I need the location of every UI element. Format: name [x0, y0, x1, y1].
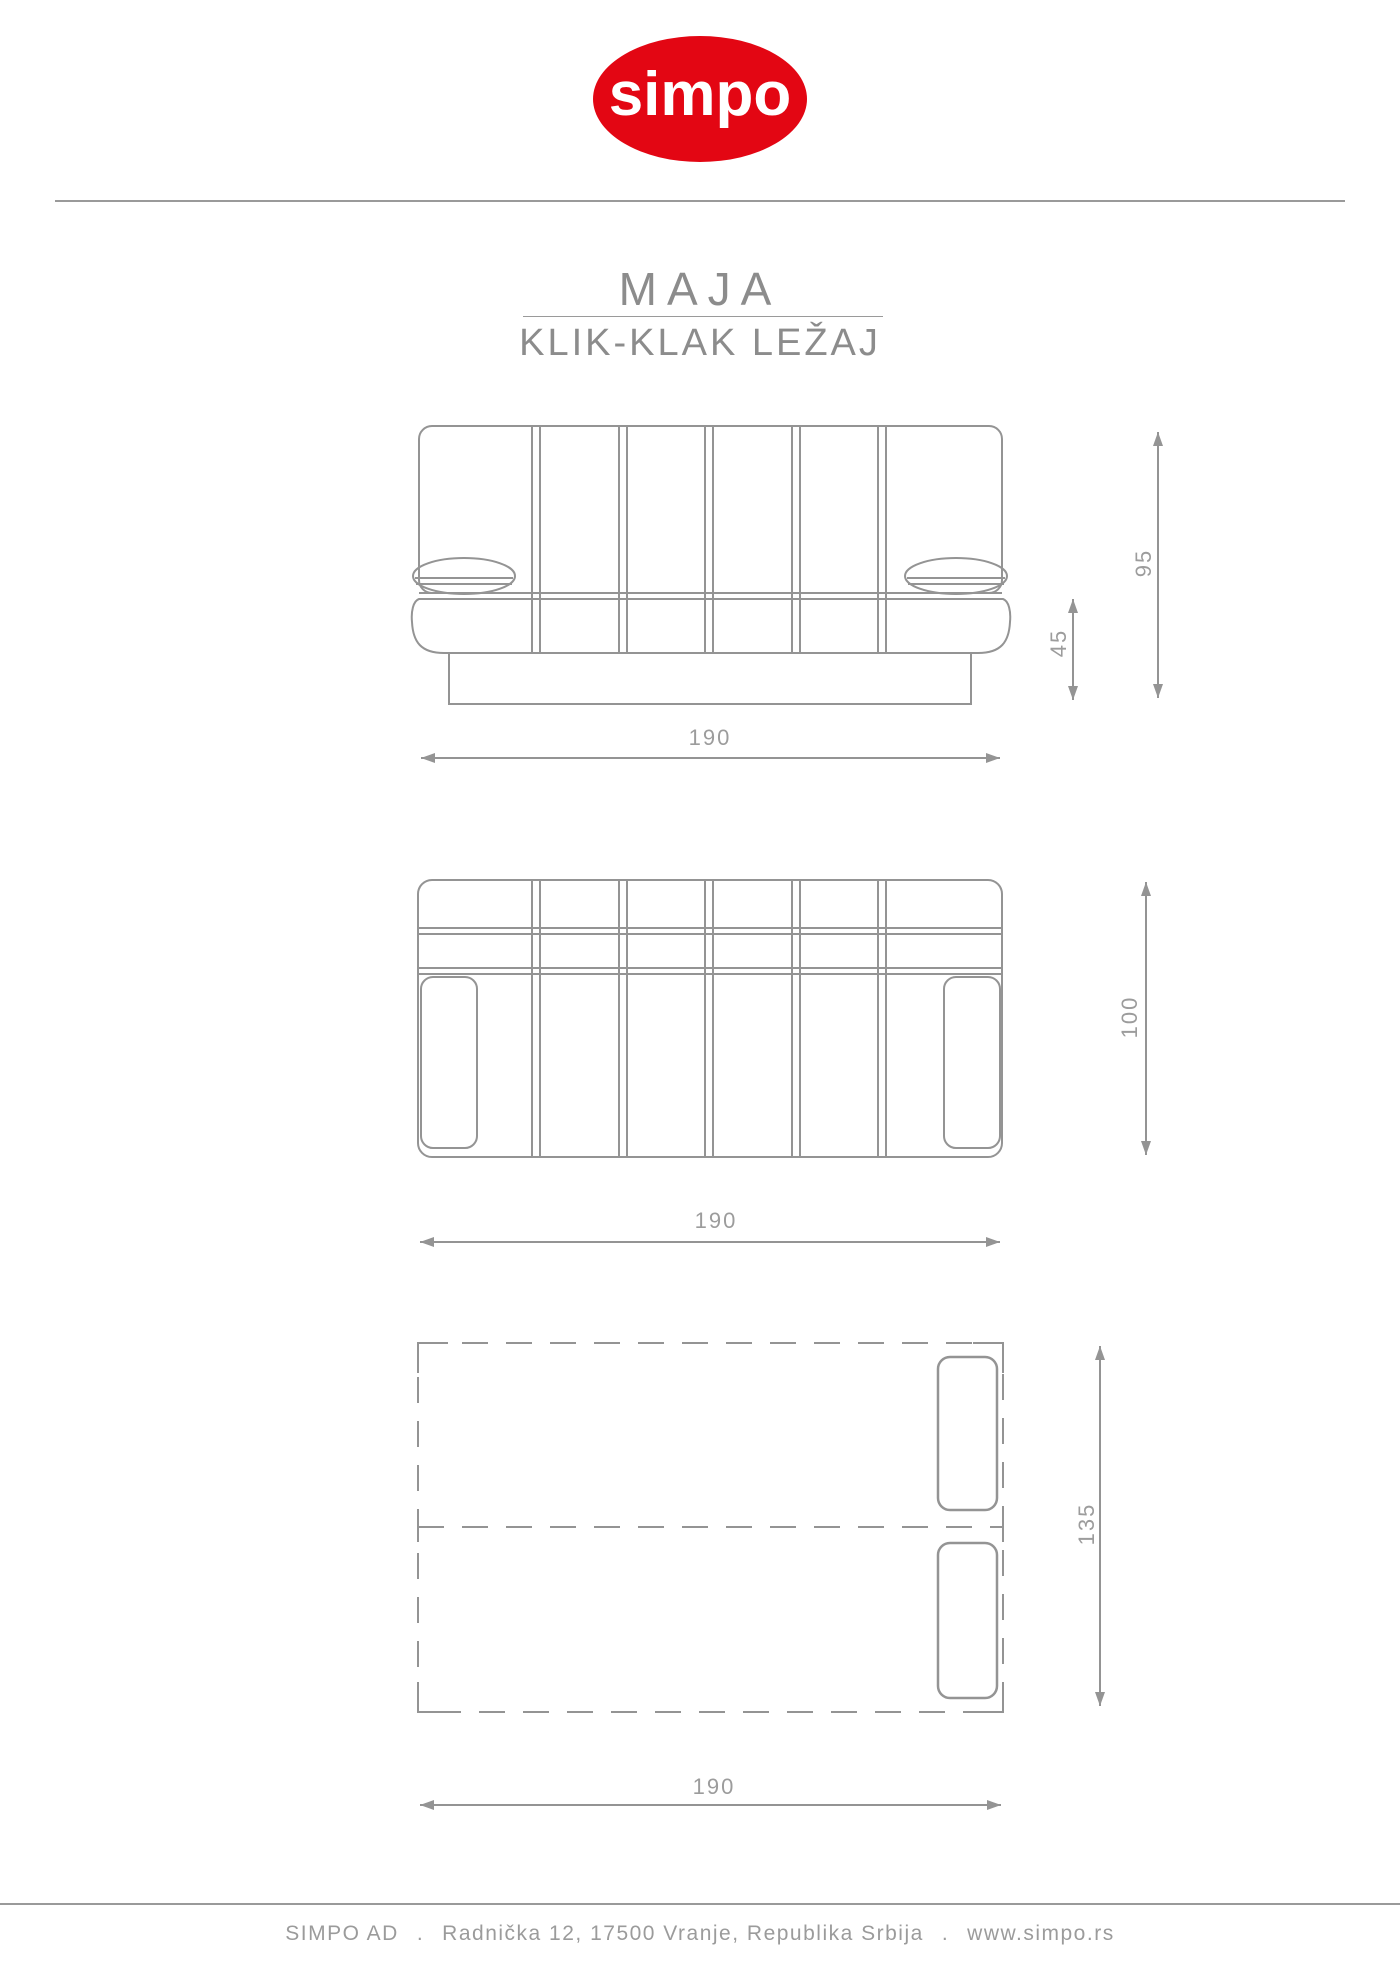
top-view-armrest-right [944, 977, 1000, 1148]
bed-view-width-label: 190 [692, 1774, 736, 1799]
footer-company: SIMPO AD [285, 1922, 399, 1945]
footer-divider [0, 1903, 1400, 1905]
page-title: MAJA [618, 263, 782, 315]
front-view-total-height-label: 95 [1131, 548, 1156, 578]
bed-armrest-top [938, 1357, 997, 1510]
top-view-outline [418, 880, 1002, 1157]
footer-separator: . [416, 1922, 425, 1945]
simpo-logo-text: simpo [608, 59, 792, 129]
front-view-width-label: 190 [688, 725, 732, 750]
top-view-width-label: 190 [694, 1208, 738, 1233]
footer-separator: . [941, 1922, 950, 1945]
backrest-seam-lines [532, 427, 886, 652]
bed-fold-line [418, 1512, 1003, 1542]
top-view-depth-label: 100 [1117, 995, 1142, 1039]
seat-cushion [412, 599, 1010, 653]
simpo-logo [593, 36, 807, 162]
footer [0, 1922, 1400, 1946]
top-view-horizontal-seams [418, 928, 1002, 974]
top-view-armrest-left [421, 977, 477, 1148]
footer-address: Radnička 12, 17500 Vranje, Republika Srbija [442, 1922, 924, 1945]
top-view-vertical-seams [532, 881, 886, 1156]
page-subtitle: KLIK-KLAK LEŽAJ [519, 322, 881, 364]
footer-website: www.simpo.rs [967, 1922, 1115, 1945]
bed-view-depth-label: 135 [1074, 1502, 1099, 1546]
front-view-drawing [400, 420, 1180, 770]
front-view-seat-height-label: 45 [1046, 628, 1071, 658]
bed-view-drawing [400, 1330, 1180, 1830]
title-divider [523, 316, 883, 317]
sofa-backrest [419, 426, 1002, 593]
sofa-base-plinth [449, 653, 971, 704]
header-divider [55, 200, 1345, 202]
armrest-right [905, 558, 1007, 594]
bed-armrest-bottom [938, 1543, 997, 1698]
top-view-drawing [400, 860, 1180, 1260]
armrest-left [413, 558, 515, 594]
